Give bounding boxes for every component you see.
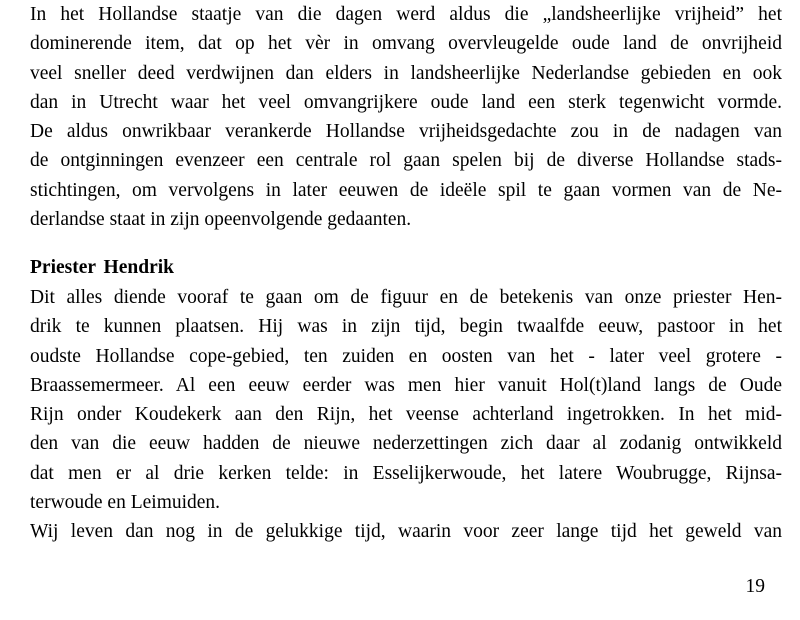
paragraph-1 [30, 0, 782, 234]
text-line: dominerende item, dat op het vèr in omvang overvleugelde oude land de onvrijheid [30, 33, 782, 55]
text-line: De aldus onwrikbaar verankerde Hollandse vrijheidsgedachte zou in de nadagen van [30, 121, 782, 143]
section-heading-block [30, 253, 782, 282]
text-line: derlandse staat in zijn opeenvolgende gedaanten. [30, 209, 412, 231]
text-line: dan in Utrecht waar het veel omvangrijkere oude land een sterk tegenwicht vormde. [30, 91, 782, 113]
text-line: Dit alles diende vooraf te gaan om de figuur en de betekenis van onze priester Hen- [30, 287, 782, 308]
text-line: drik te kunnen plaatsen. Hij was in zijn tijd, begin twaalfde eeuw, pastoor in het [30, 316, 782, 338]
text-line: Braassemermeer. Al een eeuw eerder was men hier vanuit Hol(t)land langs de Oude [30, 374, 782, 396]
paragraph-2 [30, 283, 782, 547]
text-line: veel sneller deed verdwijnen dan elders in landsheerlijke Nederlandse gebieden en ook [30, 62, 782, 84]
text-line: In het Hollandse staatje van die dagen werd aldus die „landsheerlijke vrijheid” het [30, 4, 782, 25]
text-line: oudste Hollandse cope-gebied, ten zuiden en oosten van het - later veel grotere - [30, 345, 782, 367]
text-line: terwoude en Leimuiden. [30, 492, 221, 514]
section-heading: Priester Hendrik [30, 257, 174, 278]
text-line: den van die eeuw hadden de nieuwe nederzettingen zich daar al zodanig ontwikkeld [30, 433, 782, 455]
text-line: de ontginningen evenzeer een centrale rol gaan spelen bij de diverse Hollandse stads- [30, 150, 782, 172]
text-line: dat men er al drie kerken telde: in Esselijkerwoude, het latere Woubrugge, Rijnsa- [30, 462, 782, 484]
text-line: Rijn onder Koudekerk aan den Rijn, het veense achterland ingetrokken. In het mid- [30, 404, 782, 426]
text-line: Wij leven dan nog in de gelukkige tijd, waarin voor zeer lange tijd het geweld van [30, 521, 782, 543]
text-line: stichtingen, om vervolgens in later eeuwen de ideële spil te gaan vormen van de Ne- [30, 179, 782, 201]
page-number: 19 [745, 576, 765, 597]
